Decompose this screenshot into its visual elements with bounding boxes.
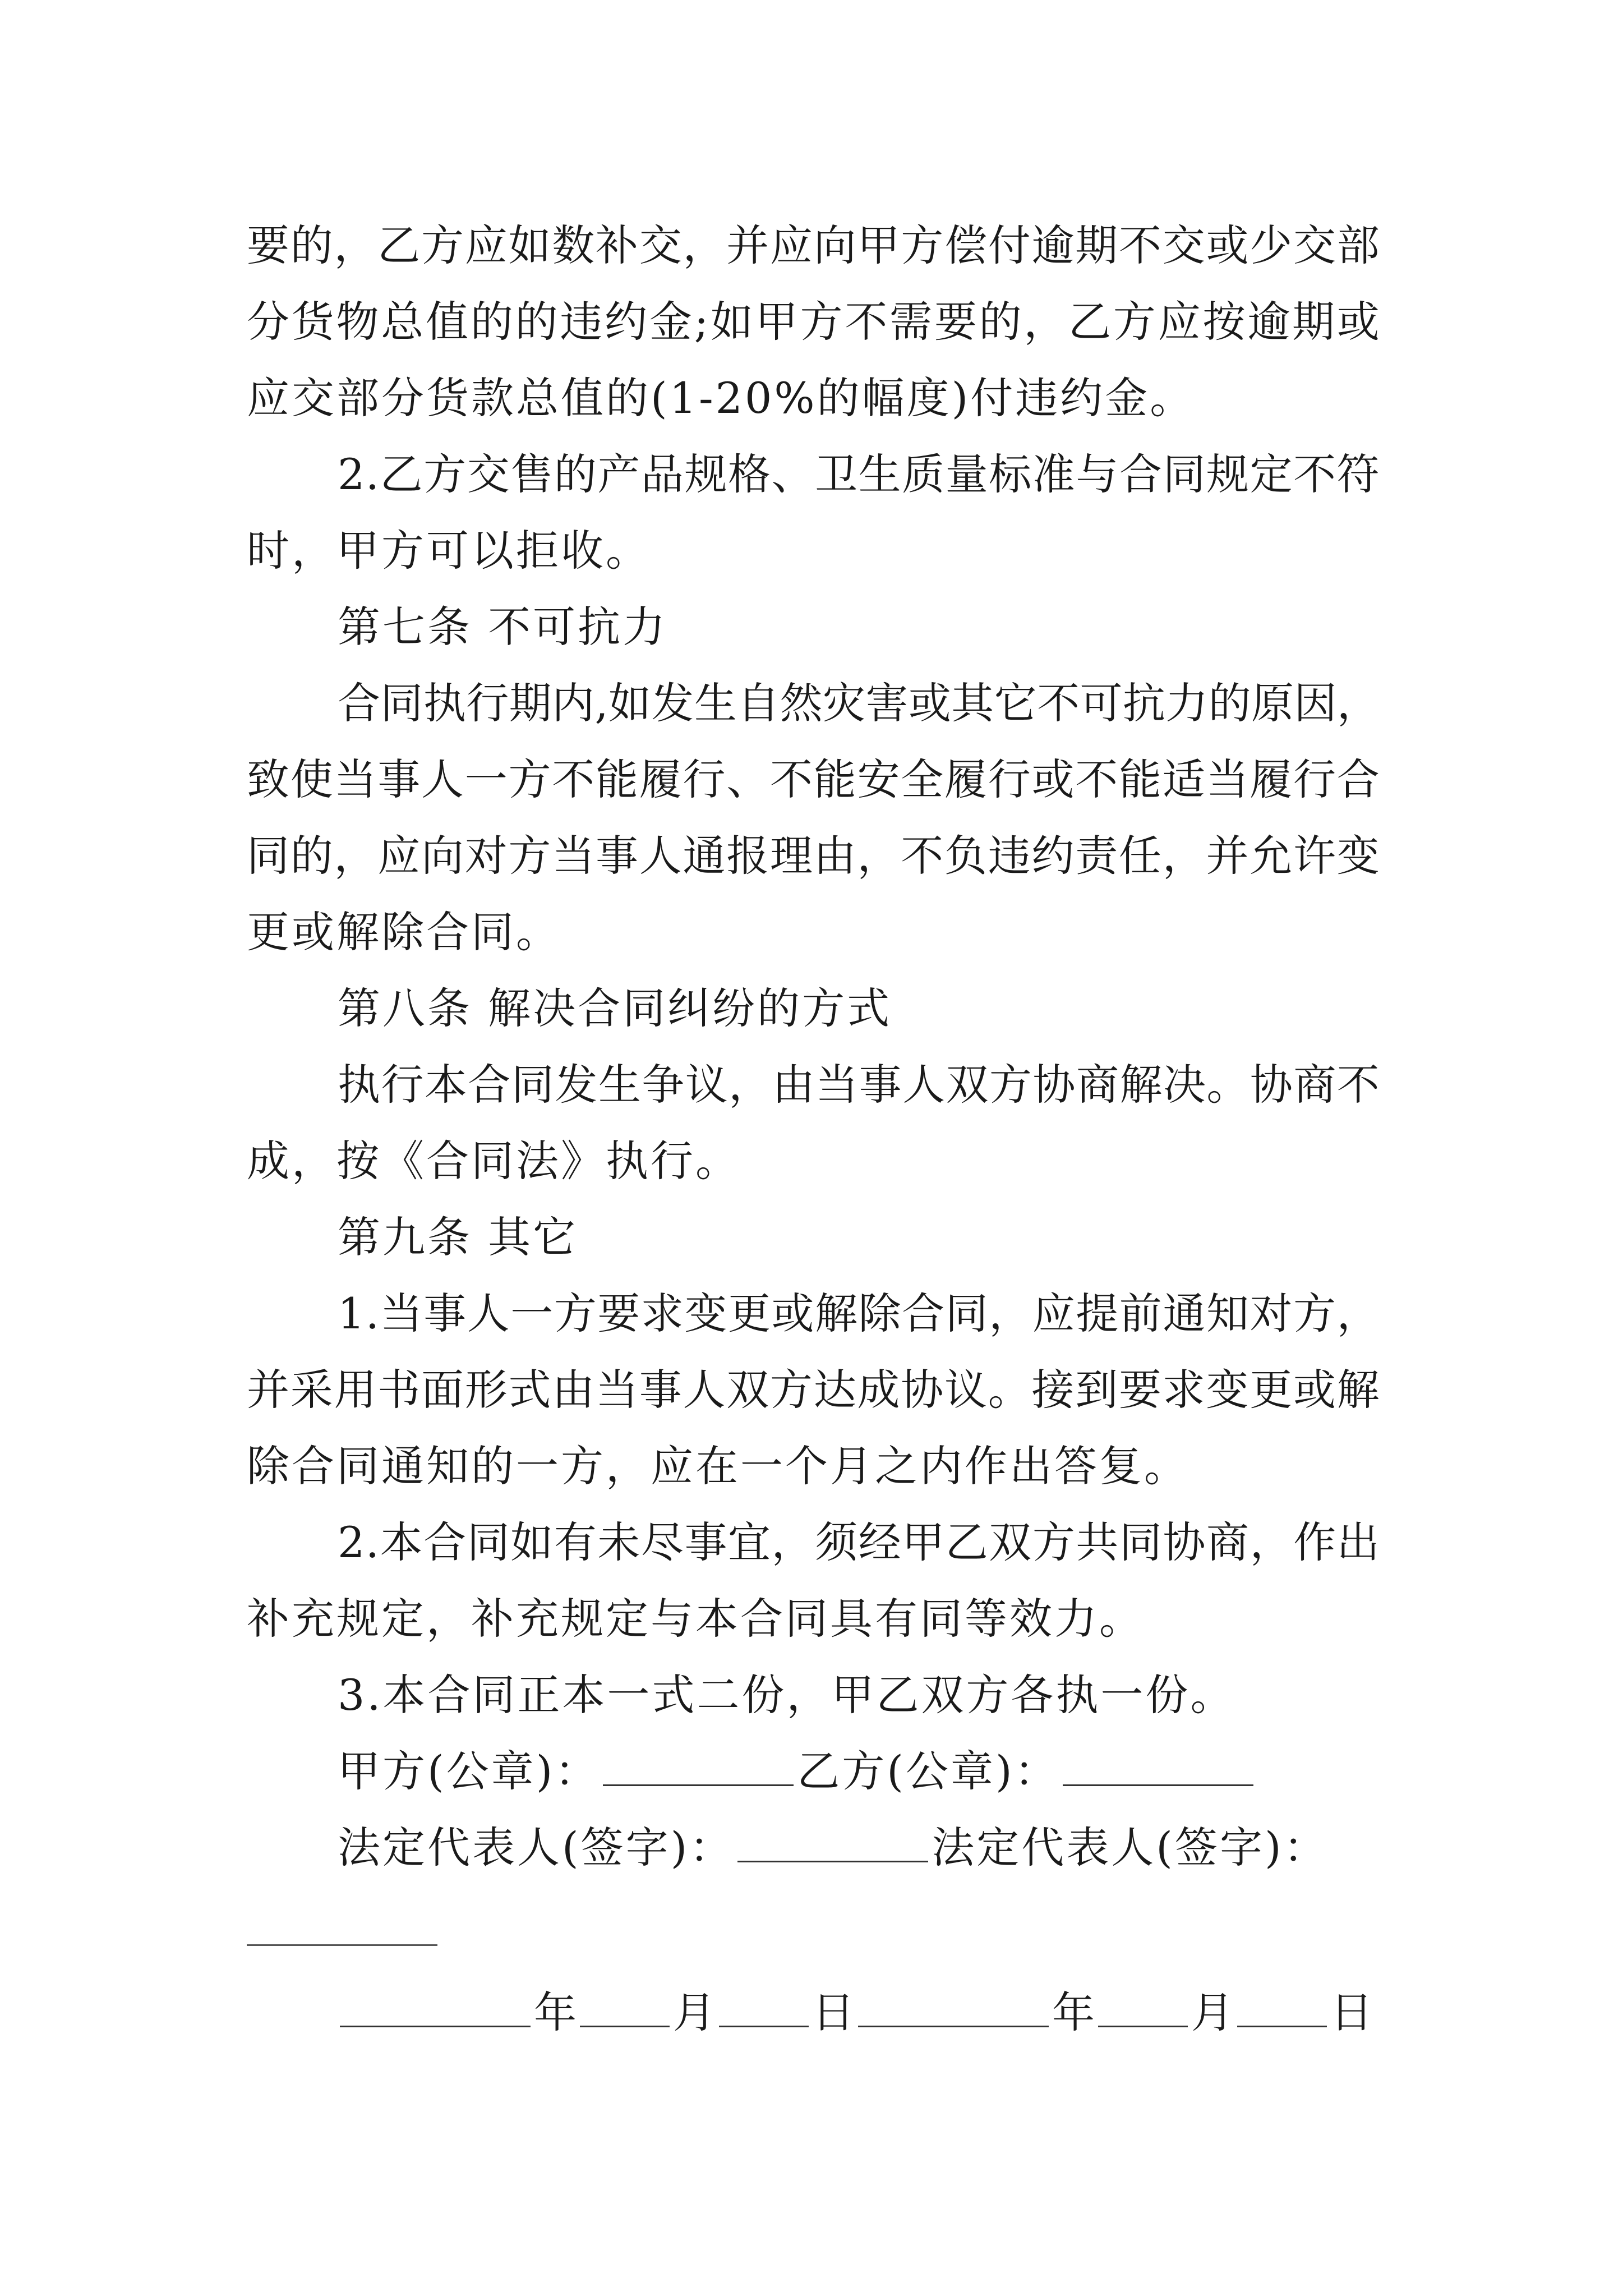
text-line: 同 的 ， 应 向 对 方 当 事 人 通 报 理 由 ， 不 负 违 约 责 任 ， 并 允 许 变 bbox=[247, 831, 1380, 881]
text-line: 3.本合同正本一式二份，甲乙双方各执一份。 bbox=[338, 1670, 1235, 1720]
month-blank-b[interactable] bbox=[1098, 1992, 1188, 2027]
year-label-b: 年 bbox=[1052, 1987, 1095, 2037]
month-label-a: 月 bbox=[673, 1987, 716, 2037]
text-line: 分 货 物 总 值 的 的 违 约 金 ; 如 甲 方 不 需 要 的 ， 乙 方 应 按 逾 期 或 bbox=[247, 297, 1380, 347]
contract-body bbox=[247, 208, 1380, 1886]
legal-rep-a-label: 法定代表人(签字)： bbox=[338, 1823, 735, 1872]
text-line: 要 的 ， 乙 方 应 如 数 补 交 ， 并 应 向 甲 方 偿 付 逾 期 不 交 或 少 交 部 bbox=[247, 220, 1380, 270]
text-line: 成，按《合同法》执行。 bbox=[247, 1136, 740, 1186]
text-line: 时，甲方可以拒收。 bbox=[247, 526, 651, 576]
day-blank-b[interactable] bbox=[1237, 1992, 1327, 2027]
legal-rep-row bbox=[247, 1810, 1380, 1886]
year-blank-b[interactable] bbox=[858, 1992, 1049, 2027]
text-line: 应交部分货款总值的(1-20%的幅度)付违约金。 bbox=[247, 373, 1195, 423]
article-heading: 第七条 不可抗力 bbox=[338, 602, 668, 652]
month-label-b: 月 bbox=[1191, 1987, 1234, 2037]
text-line: 合 同 执 行 期 内 , 如 发 生 自 然 灾 害 或 其 它 不 可 抗 力 的 原 因 ， bbox=[338, 678, 1380, 728]
date-row bbox=[336, 1975, 1373, 2051]
text-line: 2 . 本 合 同 如 有 未 尽 事 宜 ， 须 经 甲 乙 双 方 共 同 协 商 ， 作 出 bbox=[338, 1517, 1380, 1567]
legal-rep-b-blank[interactable] bbox=[247, 1944, 437, 1946]
day-blank-a[interactable] bbox=[719, 1992, 809, 2027]
text-line: 除合同通知的一方，应在一个月之内作出答复。 bbox=[247, 1441, 1189, 1491]
text-line: 并 采 用 书 面 形 式 由 当 事 人 双 方 达 成 协 议 。 接 到 要 求 变 更 或 解 bbox=[247, 1365, 1380, 1415]
month-blank-a[interactable] bbox=[580, 1992, 670, 2027]
legal-rep-a-blank[interactable] bbox=[737, 1827, 928, 1862]
party-a-seal-label: 甲方(公章)： bbox=[338, 1746, 600, 1796]
party-a-seal-blank[interactable] bbox=[603, 1751, 794, 1786]
text-line: 更或解除合同。 bbox=[247, 907, 561, 957]
text-line: 补充规定，补充规定与本合同具有同等效力。 bbox=[247, 1594, 1144, 1644]
article-heading: 第八条 解决合同纠纷的方式 bbox=[338, 983, 892, 1033]
party-b-seal-blank[interactable] bbox=[1063, 1751, 1253, 1786]
text-line: 2 . 乙 方 交 售 的 产 品 规 格 、 卫 生 质 量 标 准 与 合 同 规 定 不 符 bbox=[338, 449, 1380, 499]
legal-rep-b-label: 法定代表人(签字)： bbox=[932, 1823, 1329, 1872]
day-label-a: 日 bbox=[812, 1987, 855, 2037]
year-blank-a[interactable] bbox=[340, 1992, 531, 2027]
text-line: 1 . 当 事 人 一 方 要 求 变 更 或 解 除 合 同 ， 应 提 前 通 知 对 方 ， bbox=[338, 1289, 1380, 1338]
party-b-seal-label: 乙方(公章)： bbox=[797, 1746, 1059, 1796]
text-line: 执 行 本 合 同 发 生 争 议 ， 由 当 事 人 双 方 协 商 解 决 。 协 商 不 bbox=[338, 1060, 1380, 1110]
article-heading: 第九条 其它 bbox=[338, 1212, 578, 1262]
seal-row bbox=[247, 1733, 1380, 1810]
text-line: 致 使 当 事 人 一 方 不 能 履 行 、 不 能 安 全 履 行 或 不 能 适 当 履 行 合 bbox=[247, 754, 1380, 804]
day-label-b: 日 bbox=[1330, 1987, 1373, 2037]
year-label-a: 年 bbox=[534, 1987, 577, 2037]
